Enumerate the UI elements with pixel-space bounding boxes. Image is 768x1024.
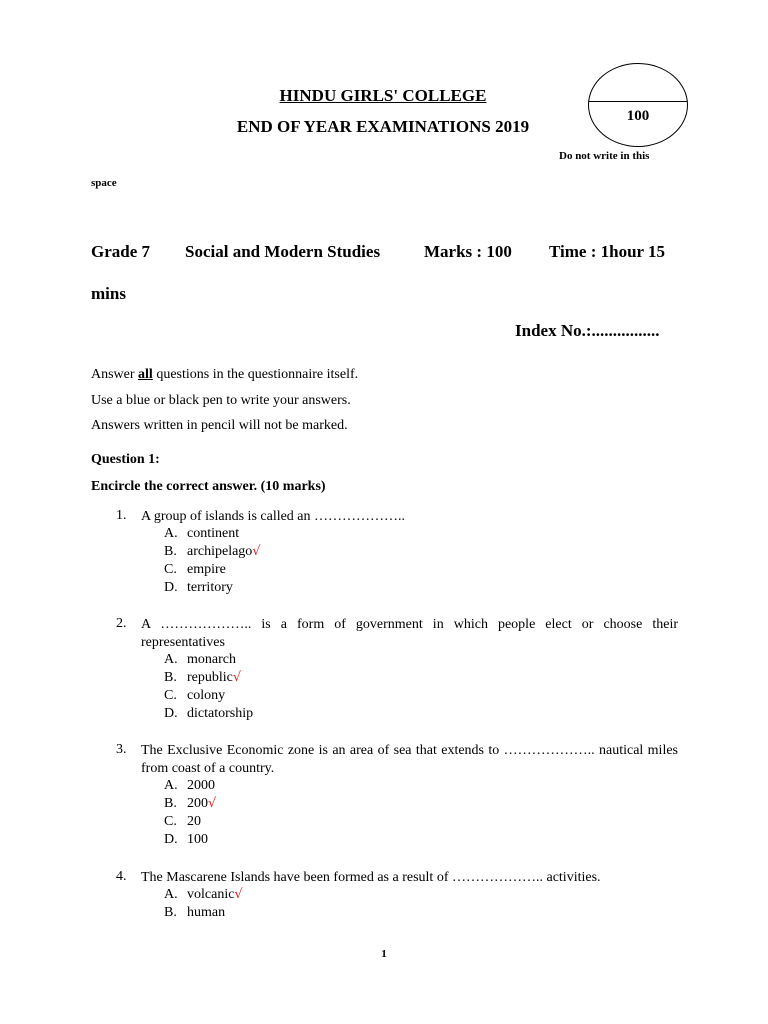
question-number: 1.	[116, 508, 127, 523]
question-number: 3.	[116, 742, 127, 757]
score-total: 100	[626, 108, 650, 124]
page-number: 1	[381, 948, 387, 960]
option-text: empire	[187, 562, 226, 577]
option-text: territory	[187, 580, 233, 595]
do-not-write-note: Do not write in this	[559, 150, 650, 162]
answer-option[interactable]	[164, 706, 253, 722]
instruction-1-pre: Answer	[91, 367, 139, 382]
option-letter: A.	[164, 887, 178, 902]
option-letter: C.	[164, 688, 177, 703]
instruction-3: Answers written in pencil will not be marked.	[91, 418, 348, 433]
section-instruction: Encircle the correct answer. (10 marks)	[91, 479, 326, 494]
answer-option[interactable]	[164, 526, 239, 542]
answer-option[interactable]	[164, 688, 225, 704]
option-text: archipelago	[187, 544, 253, 559]
question-text: The Mascarene Islands have been formed as a result of ……………….. activities.	[141, 870, 601, 885]
option-letter: B.	[164, 670, 177, 685]
option-letter: B.	[164, 796, 177, 811]
index-number: Index No.:................	[515, 321, 660, 340]
answer-option[interactable]	[164, 887, 243, 903]
answer-option[interactable]	[164, 814, 201, 830]
option-text: 200	[187, 796, 208, 811]
instruction-1	[91, 367, 358, 383]
question-text: A group of islands is called an ………………..	[141, 509, 406, 524]
answer-option[interactable]	[164, 832, 208, 848]
score-divider	[589, 101, 687, 102]
question-number: 2.	[116, 616, 127, 631]
tick-mark-icon: √	[234, 887, 243, 902]
option-letter: A.	[164, 526, 178, 541]
time-continued: mins	[91, 284, 126, 303]
option-letter: D.	[164, 580, 178, 595]
subject: Social and Modern Studies	[185, 242, 381, 261]
option-letter: B.	[164, 544, 177, 559]
option-letter: A.	[164, 652, 178, 667]
question-text: The Exclusive Economic zone is an area of sea that extends to ……………….. nautical miles from coast of a country.	[141, 743, 678, 776]
instruction-2: Use a blue or black pen to write your answers.	[91, 393, 351, 408]
option-letter: C.	[164, 562, 177, 577]
answer-option[interactable]	[164, 562, 226, 578]
option-letter: D.	[164, 832, 178, 847]
option-text: 100	[187, 832, 208, 847]
option-letter: C.	[164, 814, 177, 829]
question-number: 4.	[116, 869, 127, 884]
option-text: human	[187, 905, 226, 920]
school-name: HINDU GIRLS' COLLEGE	[279, 86, 487, 105]
instruction-1-post: questions in the questionnaire itself.	[152, 367, 359, 382]
tick-mark-icon: √	[208, 796, 217, 811]
option-text: 2000	[187, 778, 215, 793]
answer-option[interactable]	[164, 670, 241, 686]
marks: Marks : 100	[424, 242, 512, 261]
answer-option[interactable]	[164, 652, 236, 668]
option-text: republic	[187, 670, 233, 685]
do-not-write-note-cont: space	[91, 177, 117, 189]
option-text: continent	[187, 526, 240, 541]
score-circle	[588, 63, 688, 147]
option-text: volcanic	[187, 887, 235, 902]
option-text: 20	[187, 814, 201, 829]
tick-mark-icon: √	[232, 670, 242, 685]
option-text: dictatorship	[187, 706, 254, 721]
option-text: monarch	[187, 652, 236, 667]
answer-option[interactable]	[164, 544, 261, 560]
exam-title: END OF YEAR EXAMINATIONS 2019	[236, 117, 530, 136]
option-text: colony	[187, 688, 226, 703]
option-letter: B.	[164, 905, 177, 920]
answer-option[interactable]	[164, 905, 225, 921]
question-heading: Question 1:	[91, 452, 160, 467]
question-text: A ……………….. is a form of government in which people elect or choose their representatives	[141, 617, 678, 650]
answer-option[interactable]	[164, 580, 233, 596]
time: Time : 1hour 15	[549, 242, 666, 261]
answer-option[interactable]	[164, 778, 215, 794]
option-letter: D.	[164, 706, 178, 721]
tick-mark-icon: √	[252, 544, 261, 559]
instruction-1-emphasis: all	[138, 367, 153, 382]
grade: Grade 7	[91, 242, 151, 261]
answer-option[interactable]	[164, 796, 216, 812]
option-letter: A.	[164, 778, 178, 793]
